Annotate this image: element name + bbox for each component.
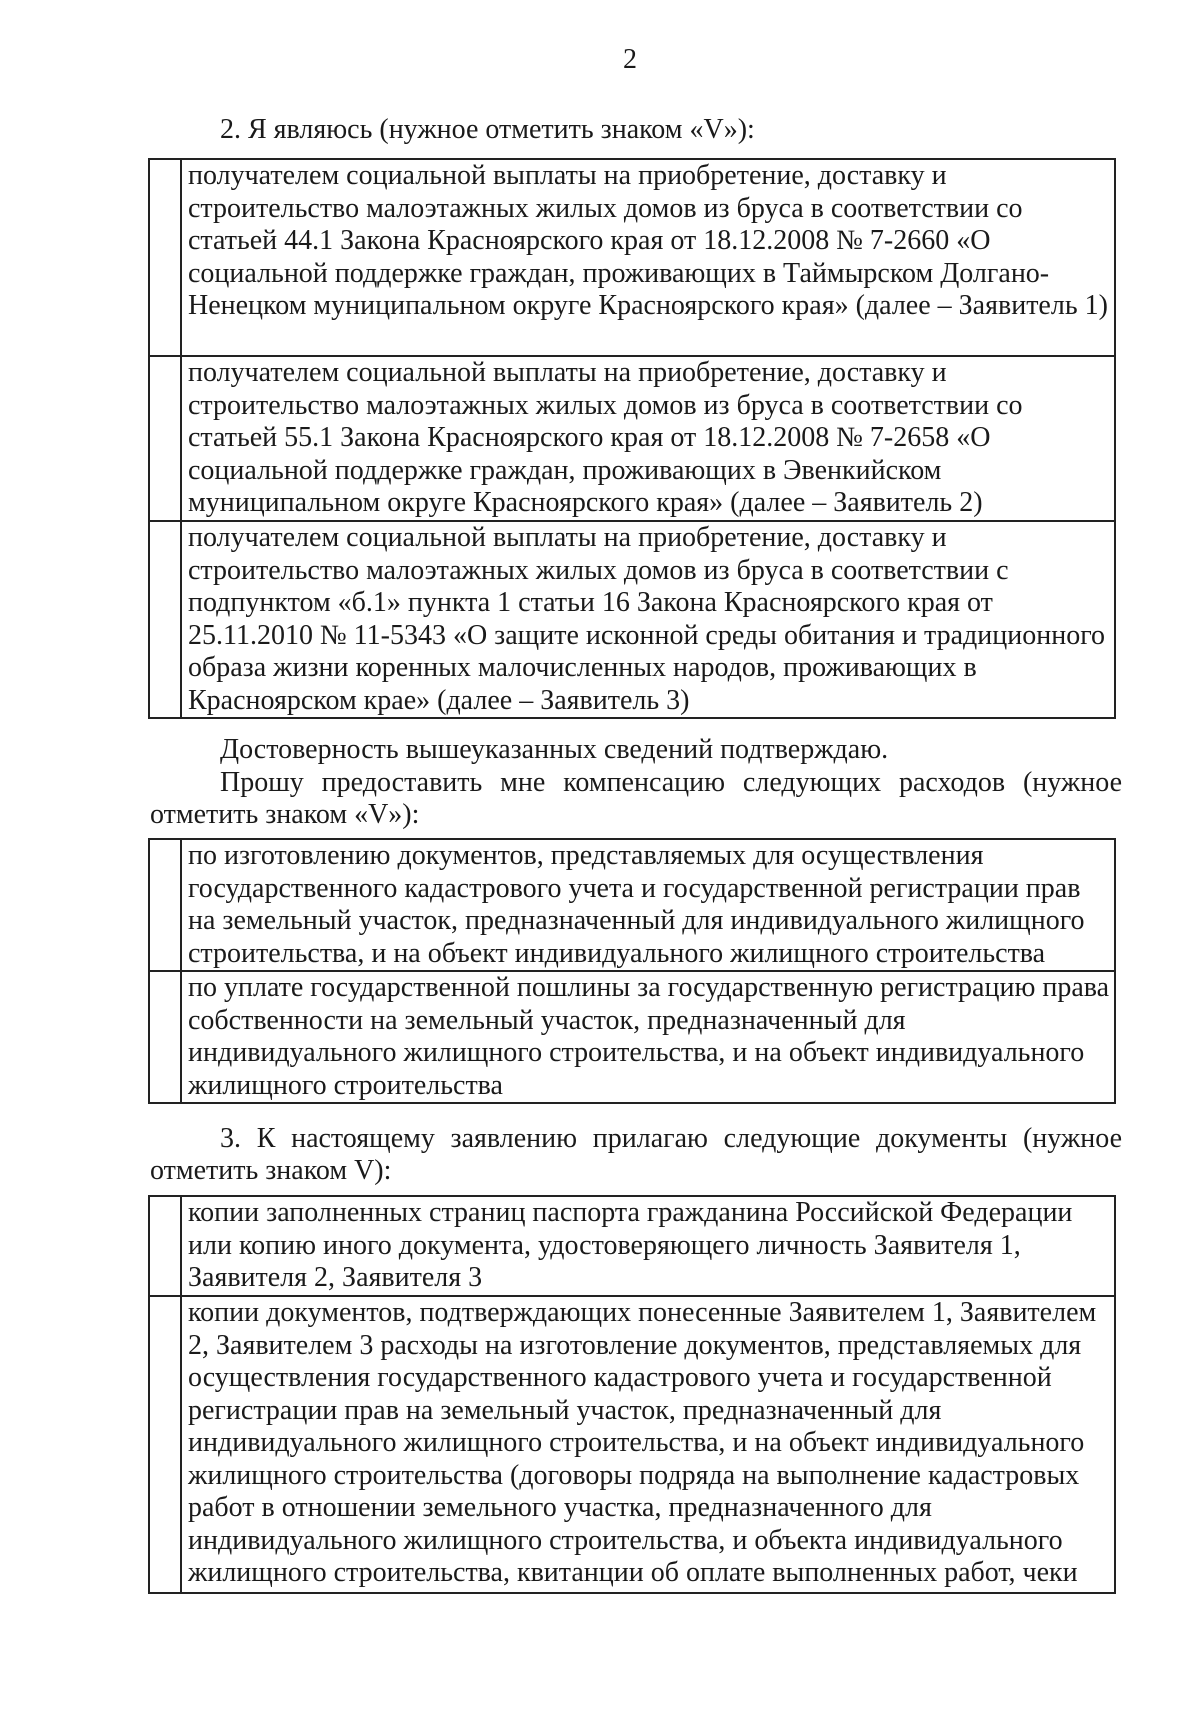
table-row [149,839,1115,971]
option-text-applicant-1: получателем социальной выплаты на приобретение, доставку и строительство малоэтажных жилых домов из бруса в соответствии со статьей 44.1 Закона Красноярского края от 18.12.2008 № 7-2660 «О социальной поддержке граждан, проживающих в Таймырском Долгано-Ненецком муниципальном округе Красноярского края» (далее – Заявитель 1) [181,159,1115,356]
checkbox-cell-document-2[interactable] [149,1296,181,1593]
checkbox-cell-applicant-3[interactable] [149,521,181,718]
option-text-expense-1: по изготовлению документов, представляемых для осуществления государственного кадастрового учета и государственной регистрации прав на земельный участок, предназначенный для индивидуального жилищного строительства, и на объект индивидуального жилищного строительства [181,839,1115,971]
checkbox-cell-expense-1[interactable] [149,839,181,971]
option-text-applicant-3: получателем социальной выплаты на приобретение, доставку и строительство малоэтажных жилых домов из бруса в соответствии с подпунктом «б.1» пункта 1 статьи 16 Закона Красноярского края от 25.11.2010 № 11-5343 «О защите исконной среды обитания и традиционного образа жизни коренных малочисленных народов, проживающих в Красноярском крае» (далее – Заявитель 3) [181,521,1115,718]
confirmation-text: Достоверность вышеуказанных сведений подтверждаю. [220,734,889,765]
checkbox-cell-document-1[interactable] [149,1196,181,1296]
table-row [149,1196,1115,1296]
option-text-applicant-2: получателем социальной выплаты на приобретение, доставку и строительство малоэтажных жилых домов из бруса в соответствии со статьей 55.1 Закона Красноярского края от 18.12.2008 № 7-2658 «О социальной поддержке граждан, проживающих в Эвенкийском муниципальном округе Красноярского края» (далее – Заявитель 2) [181,356,1115,521]
option-text-document-1: копии заполненных страниц паспорта гражданина Российской Федерации или копию иного документа, удостоверяющего личность Заявителя 1, Заявителя 2, Заявителя 3 [181,1196,1115,1296]
table-row [149,159,1115,356]
section3-heading: 3. К настоящему заявлению прилагаю следующие документы (нужное отметить знаком V): [150,1123,1122,1186]
option-text-document-2: копии документов, подтверждающих понесенные Заявителем 1, Заявителем 2, Заявителем 3 расходы на изготовление документов, представляемых для осуществления государственного кадастрового учета и государственной регистрации прав на земельный участок, предназначенный для индивидуального жилищного строительства, и на объект индивидуального жилищного строительства (договоры подряда на выполнение кадастровых работ в отношении земельного участка, предназначенного для индивидуального жилищного строительства, и объекта индивидуального жилищного строительства, квитанции об оплате выполненных работ, чеки [181,1296,1115,1593]
section2-heading: 2. Я являюсь (нужное отметить знаком «V»): [220,114,755,145]
page-number: 2 [623,44,637,75]
checkbox-cell-applicant-2[interactable] [149,356,181,521]
option-text-expense-2: по уплате государственной пошлины за государственную регистрацию права собственности на земельный участок, предназначенный для индивидуального жилищного строительства, и на объект индивидуального жилищного строительства [181,971,1115,1103]
checkbox-cell-expense-2[interactable] [149,971,181,1103]
attached-documents-table [148,1195,1116,1594]
table-row [149,356,1115,521]
table-row [149,521,1115,718]
table-row [149,1296,1115,1593]
checkbox-cell-applicant-1[interactable] [149,159,181,356]
applicant-status-table [148,158,1116,719]
table-row [149,971,1115,1103]
compensation-request-text: Прошу предоставить мне компенсацию следующих расходов (нужное отметить знаком «V»): [150,767,1122,830]
expenses-table [148,838,1116,1104]
